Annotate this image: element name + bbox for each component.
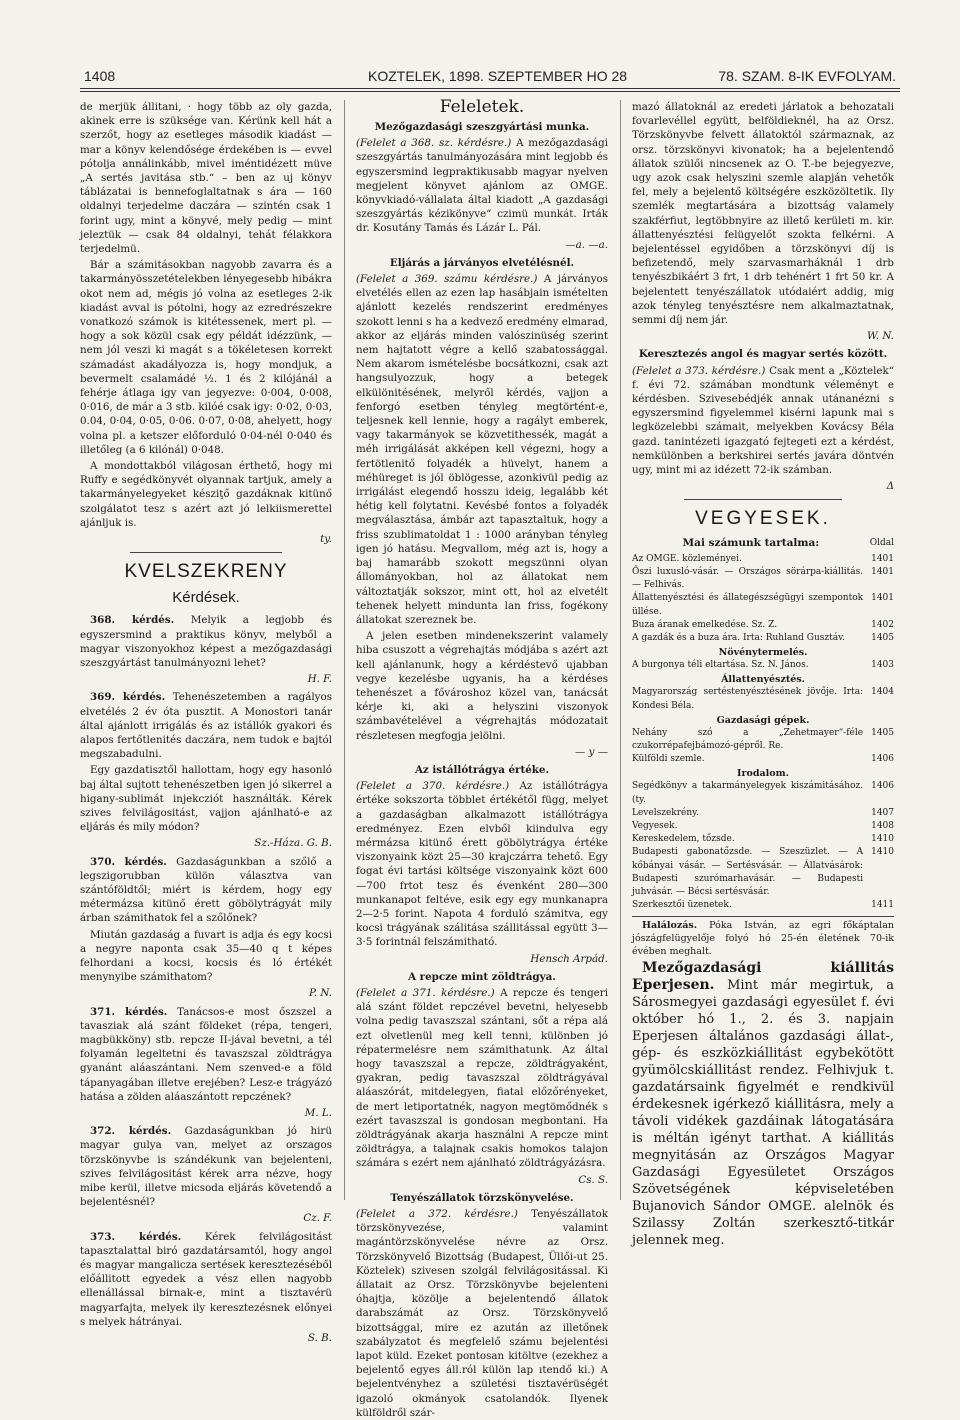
table-of-contents bbox=[632, 553, 894, 913]
toc-entry bbox=[632, 820, 894, 833]
answer-title: Keresztezés angol és magyar sertés között. bbox=[638, 348, 888, 361]
answer: (Felelet a 372. kérdésre.) Tenyészállatok törzskönyvezése, valamint magántörzskönyvelése névre az Orsz. Törzskönyvelő Bizottság (Budapest, Üllői-ut 25. Köztelek) szivesen szolgál felvilágositással. Ki állatait az Orsz. Törzskönyvbe bejelenteni óhajtja, közölje a bejelentendő állatok darabszámát az Orsz. Törzskönyvelő bizottsággal, mire ez azután az illetőnek szabályzatot és megfelelő számu bejelentési lapot küld. Ezeket pontosan kitöltve (ezekhez a bejelentő egyes áll.ról külön lap ıtendő ki.) A bejelentvényhez a születési tisztavérüségét igazoló okmányok csatolandók. Ilyenek külföldről szár- bbox=[356, 1208, 608, 1419]
death-notice: Halálozás. Póka István, az egri főkáptalan jószágfelügyelője folyó hó 25-én életének 70-ik évében meghalt. bbox=[632, 920, 894, 958]
answer-title: Eljárás a járványos elvetélésnél. bbox=[389, 256, 575, 269]
exhibition-article: Mezőgazdasági kiállitás Eperjesen. Mint már megirtuk, a Sárosmegyei gazdasági egyesület f. évi október hó 1., 2. és 3. napjain Eperjesen általános gazdasági állat-, gép- és eszközkiállitást egybekötött gyümölcskiállitást rendez. Felhivjuk t. gazdatársaink figyelmét e rendkivül érdekesnek igérkező kiállitásra, mely a távoli vidékek gazdáinak látogatására is méltán igényt tarthat. A kiállitás megnyitásán az Országos Magyar Gazdasági Egyesületet Országos Szövetségének képviseletében Bujanovich Sándor OMGE. alelnök és Szilassy Zoltán szerkesztő-titkár jelennek meg. bbox=[632, 960, 894, 1249]
toc-entry bbox=[632, 727, 894, 753]
answer-title: Az istállótrágya értéke. bbox=[414, 763, 550, 776]
divider bbox=[684, 499, 841, 500]
toc-entry-page: 1406 bbox=[871, 754, 894, 765]
subsection-title: Kérdések. bbox=[172, 589, 240, 607]
answer: (Felelet a 370. kérdésre.) Az istállótrágya értéke sokszorta többlet értékétől függ, melyet a gazdaságban alkalmazott istállótrágya eredményez. Ezen elvből kiindulva egy mérmázsa kitünő érett göbölytrágya értéke viszonyaink közt 25—30 krajczárra tehető. Egy fogat évi tartási költsége viszonyaink közt 600—700 frtot tesz és évenként 280—300 munkanapot feltéve, esik egy egy munkanapra 2—2·5 forint. Napota 4 forduló számitva, egy kocsi trágyának szálitása szállitással együtt 3—3·5 forintnál felszámitható. bbox=[356, 780, 608, 949]
toc-entry-title: Buza áranak emelkedése. Sz. Z. bbox=[632, 619, 778, 630]
question: 371. kérdés. Tanácsos-e most őszszel a tavasziak alá szánt földeket (répa, tengeri, magbükköny) stb. repcze II-jával bevetni, a tél folyamán legeltetni és tavaszszal zöldtrágya gyanánt aláaszántani. Nem szenved-e a föld tápanyagában illetve erejében? Lesz-e trágyázó hatása a zölden aláaszántott repczének? bbox=[80, 1005, 332, 1103]
toc-entry-page: 1405 bbox=[871, 727, 894, 738]
toc-entry-title: Állattenyésztési és állategészségügyi szempontok üllése. bbox=[632, 593, 864, 617]
toc-entry-title: Budapesti gabonatőzsde. — Szeszüzlet. — A kőbányai vásár. — Sertésvásár. — Állatvásárok: Budapesti szurómarhavásár. — Budapesti juhvásár. — Bécsi sertésvásár. bbox=[632, 847, 864, 897]
toc-entry-title: A burgonya téli eltartása. Sz. N. János. bbox=[632, 660, 809, 671]
answer: (Felelet a 373. kérdésre.) Csak ment a „Köztelek“ f. évi 72. számában mondtunk véleményt e kérdésben. Szivesebédjék annak utánanézni s egyszersmind figyelemmel kisérni lapunk mai s legközelebbi számait, melyekben Kovácsy Béla gazd. tanintézeti igazgató fejtegeti ezt a kérdést, nemkülönben a berkshirei sertés javára döntvén ugy, mint mi az idézett 72-ik számban. bbox=[632, 364, 894, 477]
toc-entry-page: 1407 bbox=[871, 807, 894, 818]
toc-entry-page: 1401 bbox=[871, 553, 894, 564]
question-text: Egy gazdatisztől hallottam, hogy egy hasonló baj által sujtott tehenészetben igen jó sikerrel a higany-sublimát injekcziót használták. Kérek szives felvilágositást, vajjon ajánlható-e az eljárás és mily módon? bbox=[80, 764, 332, 834]
header-rule bbox=[80, 88, 900, 89]
toc-entry bbox=[632, 592, 894, 618]
question-number: 370. kérdés. bbox=[90, 855, 167, 868]
toc-entry bbox=[632, 753, 894, 766]
toc-category: Növénytermelés. bbox=[718, 647, 808, 659]
signature: —a. —a. bbox=[565, 238, 608, 251]
signature: Cz. F. bbox=[303, 1212, 332, 1225]
question: 372. kérdés. Gazdaságunkban jó hirü magyar gulya van, melyet az orszagos törzskönyvbe is szándékunk van bejelenteni, szives felvilágositást kérek arra nézve, hogy mibe kerül, illetve micsoda eljárás követendő a bejelentésnél? bbox=[80, 1125, 332, 1209]
toc-entry bbox=[632, 566, 894, 592]
exhibition-title: Mezőgazdasági kiállitás Eperjesen. bbox=[632, 960, 894, 994]
toc-entry-page: 1401 bbox=[871, 566, 894, 577]
question: 368. kérdés. Melyik a legjobb és egyszersmind a praktikus könyv, melyből a magyar viszonyokhoz képest a mezőgazdasági szeszgyártást tanulmányozni lehet? bbox=[80, 614, 332, 669]
column-divider bbox=[344, 100, 345, 1200]
toc-entry bbox=[632, 833, 894, 846]
column-right bbox=[632, 100, 894, 1249]
column-divider bbox=[620, 100, 621, 1200]
toc-header bbox=[632, 536, 894, 550]
review-text: de merjük állitani, · hogy több az oly gazda, akinek erre is szüksége van. Kérünk kell hát a szerzőt, hogy az esetleges második kiadást — mar a könyv kelendősége érdekében is — evvel pótolja annálinkább, mivel iméntidézett müve „A sertés javitása stb.“ – ben az uj könyv táblázatai is bennefoglaltatnak s ára — 160 oldalnyi terjedelme daczára — szintén csak 1 forint ugy, mint a könyvé, mely pedig — mint jeleztük — csak 84 oldalnyi, tehát félakkora terjedelmü. bbox=[80, 101, 332, 256]
answer-title: Tenyészállatok törzskönyvelése. bbox=[390, 1191, 574, 1204]
toc-entry-page: 1405 bbox=[871, 632, 894, 643]
toc-entry-title: A gazdák és a buza ára. Irta: Ruhland Gusztáv. bbox=[632, 632, 845, 643]
answer-title: A repcze mint zöldtrágya. bbox=[408, 970, 556, 983]
toc-entry-title: Segédkönyv a takarmányelegyek kiszámitásához. (ty. bbox=[632, 781, 864, 805]
toc-entry-page: 1404 bbox=[871, 687, 894, 698]
toc-entry-page: 1406 bbox=[871, 781, 894, 792]
toc-entry-title: Nehány szó a „Zehetmayer“-féle czukorrépafejbámozó-gépről. Re. bbox=[632, 727, 864, 751]
toc-entry-page: 1408 bbox=[871, 820, 894, 831]
toc-entry bbox=[632, 846, 894, 899]
toc-entry-page: 1402 bbox=[871, 619, 894, 630]
toc-entry bbox=[632, 899, 894, 912]
answer-title: Mezőgazdasági szeszgyártási munka. bbox=[374, 121, 590, 133]
toc-category: Állattenyésztés. bbox=[721, 674, 805, 686]
toc-entry-title: Szerkesztői üzenetek. bbox=[632, 900, 732, 911]
section-title: VEGYESEK. bbox=[695, 508, 831, 530]
toc-entry-title: Levelszekrény. bbox=[632, 807, 699, 818]
answer: (Felelet a 371. kérdésre.) A repcze és tengeri alá szánt földet repczével bevetni, helyesebb volna pedig tavaszszal szántani, sőt a répa alá ezt olvetlenül meg kell tenni, különben jó répatermelésre nem számithatunk. Az által hogy tavaszszal a repcze, zöldtrágyaként, gyakran, pedig tavaszszal zöldtrágyával aláaszórát, mitdelegyen, fiatal előzőrényeket, de mert letiportatnék, nagyon megtömődnék s ezért tavaszszal is gondosan megbontani. Ha zöldtrágyának akarja használni A repcze mint zöldtrágya, a talajnak csakis homokos talajon számára s ezért nem ajánlható zöldtrágyázásra. bbox=[356, 986, 608, 1170]
page-number: 1408 bbox=[84, 68, 116, 84]
question-text: Miután gazdaság a fuvart is adja és egy kocsi a negyre naponta csak 35—40 q t képes felhordani a kocsi, kocsis és ló értékét menynyibe számithatom? bbox=[80, 928, 332, 984]
question-number: 373. kérdés. bbox=[90, 1230, 182, 1243]
toc-entry bbox=[632, 619, 894, 632]
toc-entry-page: 1411 bbox=[871, 900, 894, 911]
signature: M. L. bbox=[304, 1107, 332, 1119]
question-number: 368. kérdés. bbox=[90, 614, 175, 627]
signature: Sz.-Háza. G. B. bbox=[254, 837, 332, 850]
toc-entry-title: Őszi luxusló-vásár. — Országos sörárpa-kiállitás. — Felhivás. bbox=[632, 566, 864, 591]
column-left bbox=[80, 100, 332, 1345]
toc-entry-title: Vegyesek. bbox=[632, 820, 678, 831]
toc-entry bbox=[632, 686, 894, 712]
signature: Δ bbox=[886, 480, 894, 493]
answer: (Felelet a 369. számu kérdésre.) A járványos elvetélés ellen az ezen lap hasábjain ismételten ajánlott kezelés rendszerint eredményes szokott lenni s ha a kedvező eredmény elmarad, akkor az eljárás minden valószinüség szerint nem hajtatott végre a kellő szabatossággal. Nem akarom ismételésbe bocsátkozni, csak azt hangsulyozzuk, hogy a betegek elkülönitésének, melyről kérdés, vajjon a fenforgó esetben tényleg megtörtént-e, teljesnek kell lennie, hogy a ragályt emberek, vagy takarmányok se közvetithessék, magát a méh irrigálását akképen kell végezni, hogy a fertötlenitő folyadék a hüvelyt, hanem a méhüreget is jól öblögesse, azonkivül pedig az irrigálást elegendő hosszu ideig, legalább két hétig kell folytatni. Kevésbé fontos a folyadék megválasztása, ámbár azt tapasztaltuk, hogy a friss szublimatoldat 1 : 1000 arányban tényleg igen jó hatásu. Megvallom, még azt is, hogy a baj hamarább szokott megszünni olyan állományokban, hol az állatokat nem változtatják sokszor, mint ott, hol az elvetélt tehenek helyett mindunta lan friss, fogékony állatokat szereznek be. bbox=[356, 273, 608, 626]
toc-entry-title: Az OMGE. közleményei. bbox=[632, 553, 742, 564]
divider bbox=[130, 552, 281, 553]
toc-entry bbox=[632, 780, 894, 806]
signature: ty. bbox=[320, 533, 332, 546]
review-text: Bár a számitásokban nagyobb zavarra és a takarmányösszetételekben lényegesebb hibákra okot nem ad, mégis jó volna az esetleges 2-ik kiadást avval is pótolni, hogy az ezredrészekre vonatkozó számok is kitétessenek, mert pl. — hogy a sok közül csak egy példát idézzünk, — nem jól veszi ki magát s a tökéletesen korrekt számadást akadályozza is, hogy mondjuk, a bevermelt csalamádé ½. 1 és 2 kilójánál a fehérje átlaga igy van jegyezve: 0·004, 0·008, 0·016, de már a 3 stb. kilóé csak igy: 0·02, 0·03, 0.04, 0·04, 0·05, 0·06. 0·07, 0·08, ahelyett, hogy volna pl. a ketszer előforduló 0·04-nél 0·040 és illetőleg (a 6 kilónál) 0·048. bbox=[80, 259, 332, 456]
review-text: A mondottakból világosan érthető, hogy mi Ruffy e segédkönyvét olyannak tartjuk, amely a takarmányelegyeket késziţő gazdáknak kitünő szolgálatot tesz s azért azt jó lelkiismerettel ajánljuk is. bbox=[80, 460, 332, 529]
signature: P. N. bbox=[308, 987, 332, 1000]
toc-entry bbox=[632, 553, 894, 566]
toc-entry-title: Magyarország sertéstenyésztésének jövője. Irta: Kondesi Béla. bbox=[632, 687, 864, 711]
toc-entry-page: 1401 bbox=[871, 593, 894, 604]
section-title: KVELSZEKRENY bbox=[124, 561, 288, 583]
question: 369. kérdés. Tehenészetemben a ragályos elvetélés 2 év óta pusztit. A Monostori tanár által ajánlott irrigálás és az istállók gyakori és alapos fertőtlenités daczára, nem tudok e bajtól megszabadulni. bbox=[80, 691, 332, 761]
toc-page-label: Oldal bbox=[869, 538, 894, 549]
toc-category: Irodalom. bbox=[737, 768, 789, 780]
toc-category: Gazdasági gépek. bbox=[716, 714, 810, 726]
toc-entry bbox=[632, 807, 894, 820]
toc-entry bbox=[632, 632, 894, 645]
masthead-title: KOZTELEK, 1898. SZEPTEMBER HO 28 bbox=[368, 68, 628, 84]
answer-text: A jelen esetben mindenekszerint valamely hiba csuszott a végrehajtás módjába s azért azt kell ajánlanunk, hogy a kérdéstevő ujabban vegye kezelésbe ugyanis, ha a kérdéses tehenészet a fővároshoz közel van, tanácsát kérje ki, aki a helyszini viszonyok számbavételével a végrehajtás módozatait részletesen megfogja jelölni. bbox=[356, 630, 608, 742]
section-title: Feleletek. bbox=[439, 97, 525, 117]
divider bbox=[632, 916, 894, 917]
question-number: 369. kérdés. bbox=[90, 691, 166, 704]
toc-entry-page: 1403 bbox=[871, 660, 894, 671]
toc-title: Mai számunk tartalma: bbox=[682, 537, 820, 550]
signature: H. F. bbox=[307, 673, 332, 686]
toc-entry-page: 1410 bbox=[871, 847, 894, 858]
signature: Cs. S. bbox=[578, 1173, 608, 1186]
signature: Hensch Arpád. bbox=[530, 952, 608, 965]
page-header bbox=[78, 64, 900, 86]
toc-entry-title: Külföldi szemle. bbox=[632, 754, 705, 765]
toc-entry bbox=[632, 659, 894, 672]
signature: S. B. bbox=[307, 1332, 332, 1345]
toc-entry-page: 1410 bbox=[871, 834, 894, 845]
answer-text: mazó állatoknál az eredeti járlatok a behozatali fovarlevéllel együtt, belföldieknél, ha az Orsz. Törzskönyvbe felvett állatoktól származnak, az orsz. törzskönyvi kivonatok; ha a bejelentendő állatok szülői nincsenek az O. T.-be bejegyezve, ugy azok csak helyszini szemle alapján vehetők fel, mely a bejelentő költségére eszközöltetik. Ily szemlék megtartására a bizottság valamely szakférfiut, legtöbbnyire az illető kerületi m. kir. állattenyésztési felügyelőt szokta felkérni. A bejelentéssel egyidőben a törzskönyvi díj is befizetendő, mely szarvasmarháknál 1 drb tenyészbikáért 3 frt, 1 drb tehénért 1 frt 50 kr. A bejelentett tenyészállatok utódaiért addig, mig azok tényleg tenyésztésre nem alkalmaztatnak, semmi díj nem jár. bbox=[632, 101, 894, 327]
header-rule-double bbox=[80, 91, 900, 92]
question-number: 372. kérdés. bbox=[90, 1125, 172, 1138]
issue-number: 78. SZAM. 8-IK EVFOLYAM. bbox=[718, 68, 896, 84]
toc-entry-title: Kereskedelem, tőzsde. bbox=[632, 834, 735, 845]
answer: (Felelet a 368. sz. kérdésre.) A mezőgazdasági szeszgyártás tanulmányozására mint legjobb és egyszersmind legpraktikusabb magyar nyelven megjelent könyvet ajánlom az OMGE. könyvkiadó-vállalata által kiadott „A gazdasági szeszgyártás kézikönyve“ czimü munkát. Irták dr. Kosutány Tamás és Lázár L. Pál. bbox=[356, 137, 608, 235]
question: 373. kérdés. Kérek felvilágositást tapasztalattal biró gazdatársamtól, hogy angol és magyar mangalicza sertések keresztezéséből előállitott egyedek a vész ellen nagyobb ellenállással birnak-e, mint a tisztavérü magyarfajta, melyek ily keresztezésnek előnyei s melyek hátrányai. bbox=[80, 1230, 332, 1328]
column-middle bbox=[356, 97, 608, 1419]
question: 370. kérdés. Gazdaságunkban a szőlő a legszigorubban külön választva van szántóföldtől; miért is kérdem, hogy egy métermázsa kitünő érett göbölytrágyát mily árban számithatok fel a szőlőnek? bbox=[80, 855, 332, 925]
question-number: 371. kérdés. bbox=[90, 1005, 168, 1018]
signature: — y — bbox=[575, 745, 608, 758]
signature: W. N. bbox=[867, 330, 894, 343]
